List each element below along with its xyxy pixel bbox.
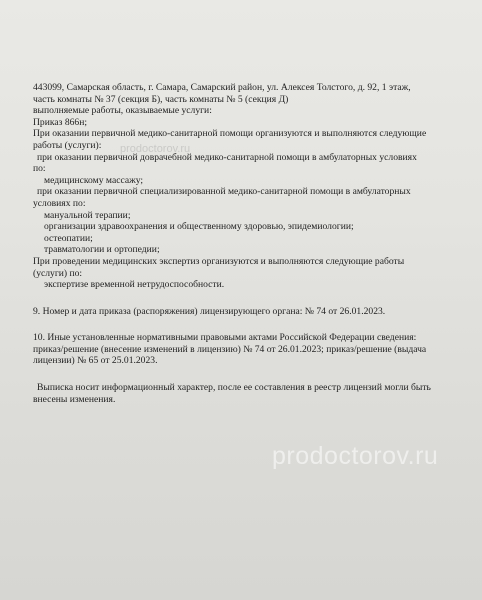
pre-medical-care-line-1: при оказании первичной доврачебной медико-санитарной помощи в амбулаторных условиях	[37, 151, 417, 163]
spacer	[33, 291, 473, 306]
pre-medical-care-line-2: по:	[33, 163, 46, 175]
service-healthcare-organization: организации здравоохранения и общественному здоровью, эпидемиологии;	[44, 221, 354, 233]
expertise-line-1: При проведении медицинских экспертиз организуются и выполняются следующие работы	[33, 255, 405, 267]
item-9: 9. Номер и дата приказа (распоряжения) лицензирующего органа: № 74 от 26.01.2023.	[33, 305, 386, 317]
service-massage: медицинскому массажу;	[44, 174, 144, 186]
spacer	[33, 367, 473, 382]
watermark-small: prodoctorov.ru	[120, 143, 191, 155]
service-manual-therapy: мануальной терапии;	[44, 209, 131, 221]
specialized-care-line-2: условиях по:	[33, 197, 86, 209]
service-traumatology: травматологии и ортопедии;	[44, 244, 160, 256]
expertise-line-2: (услуги) по:	[33, 267, 83, 279]
order-reference: Приказ 866н;	[33, 116, 88, 128]
primary-care-line-2: работы (услуги):	[33, 139, 102, 151]
works-heading: выполняемые работы, оказываемые услуги:	[33, 105, 212, 117]
item-10-line-3: лицензии) № 65 от 25.01.2023.	[33, 355, 158, 367]
service-disability-expertise: экспертизе временной нетрудоспособности.	[44, 279, 225, 291]
watermark-large: prodoctorov.ru	[272, 442, 439, 470]
primary-care-line-1: При оказании первичной медико-санитарной помощи организуются и выполняются следующие	[33, 128, 427, 140]
document-text	[33, 82, 473, 405]
notice-line-2: внесены изменения.	[33, 393, 116, 405]
specialized-care-line-1: при оказании первичной специализированной медико-санитарной помощи в амбулаторных	[37, 186, 411, 198]
item-10-line-2: приказ/решение (внесение изменений в лицензию) № 74 от 26.01.2023; приказ/решение (выдача	[33, 343, 427, 355]
item-10-line-1: 10. Иные установленные нормативными правовыми актами Российской Федерации сведения:	[33, 332, 417, 344]
address-line-1: 443099, Самарская область, г. Самара, Самарский район, ул. Алексея Толстого, д. 92, 1 этаж,	[33, 82, 411, 93]
service-osteopathy: остеопатии;	[44, 232, 93, 244]
notice-line-1: Выписка носит информационный характер, после ее составления в реестр лицензий могли быть	[37, 382, 431, 394]
address-line-2: часть комнаты № 37 (секция Б), часть комнаты № 5 (секция Д)	[33, 93, 289, 105]
spacer	[33, 317, 473, 332]
